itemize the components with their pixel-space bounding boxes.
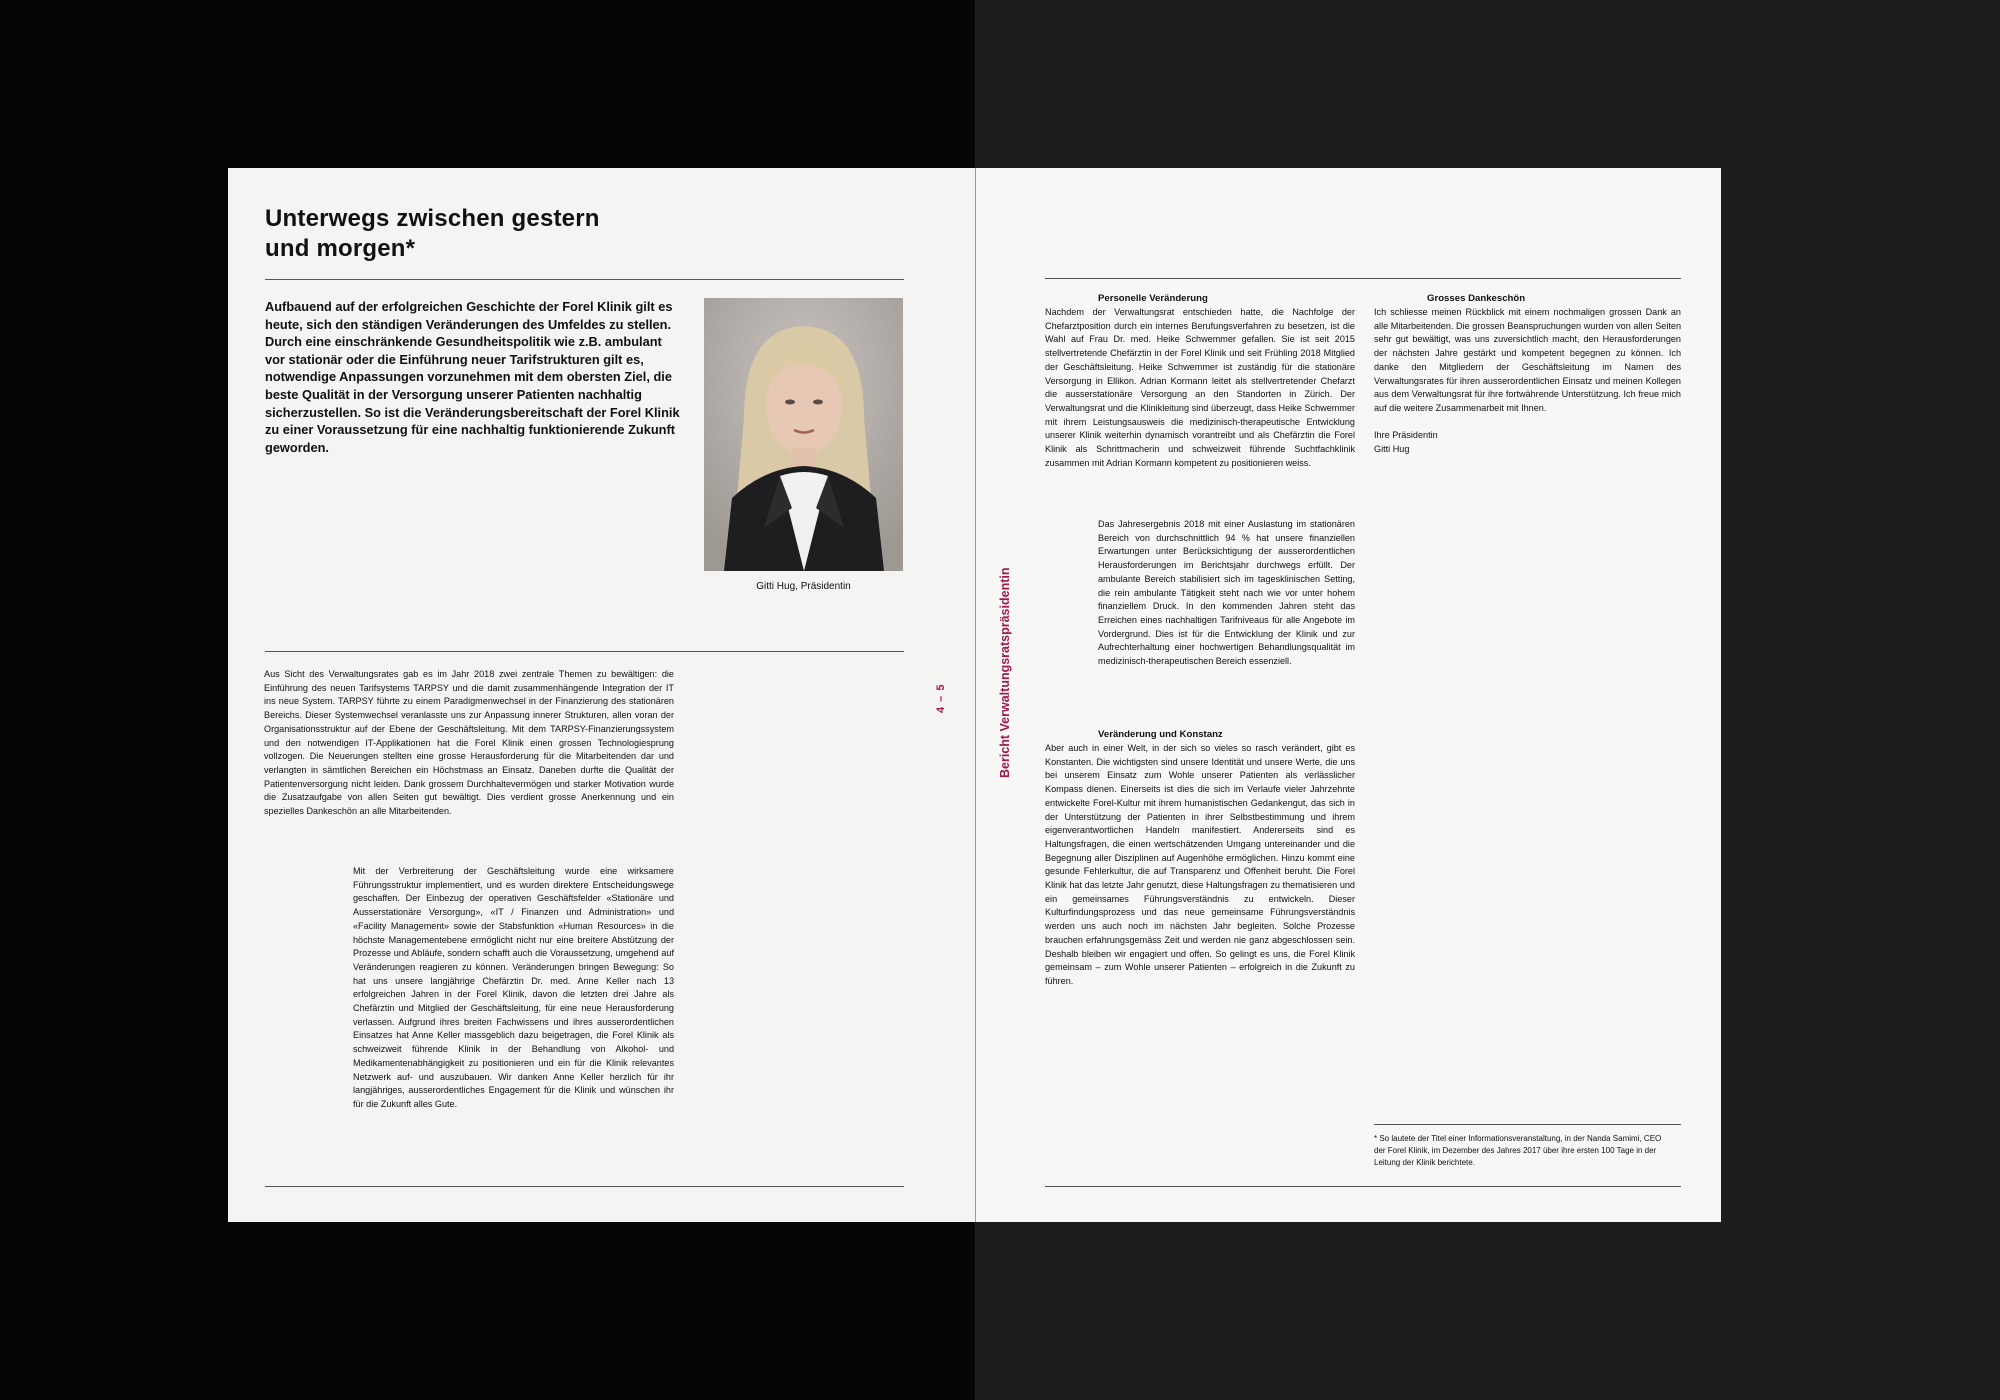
signature-title: Ihre Präsidentin bbox=[1374, 430, 1438, 441]
page-headline bbox=[265, 204, 745, 264]
page-numbers: 4 – 5 bbox=[935, 683, 947, 713]
running-title: Bericht Verwaltungsratspräsidentin bbox=[998, 568, 1012, 779]
body-paragraph-1: Aus Sicht des Verwaltungsrates gab es im Jahr 2018 zwei zentrale Themen zu bewältigen: die Einführung des neuen Tarifsystems TARPSY und die damit zusammenhängende Integration der IT ins neue System. TARPSY führte zu einem Paradigmenwechsel in der Finanzierung des stationären Bereichs. Dieser Systemwechsel veranlasste uns zur Anpassung innerer Strukturen, allen voran der Organisationsstruktur auf der Ebene der Geschäftsleitung. Mit dem TARPSY-Finanzierungssystem und den notwendigen IT-Applikationen hat die Forel Klinik einen grossen Technologiesprung vollzogen. Die Neuerungen stellten eine grosse Herausforderung für die Mitarbeitenden dar und verlangten in sämtlichen Bereichen ein Höchstmass an Einsatz. Daneben durfte die Qualität der Patientenversorgung nicht leiden. Dank grossem Durchhaltevermögen und starker Motivation wurde die Zusatzaufgabe von allen Seiten gut bewältigt. Dies verdient grosse Anerkennung und ein spezielles Dankeschön an alle Mitarbeitenden. bbox=[264, 669, 674, 817]
divider bbox=[1045, 1186, 1681, 1187]
footnote: * So lautete der Titel einer Informationsveranstaltung, in der Nanda Samimi, CEO der Forel Klinik, im Dezember des Jahres 2017 über ihre ersten 100 Tage in der Leitung der Klinik berichtete. bbox=[1374, 1134, 1662, 1167]
signature-name: Gitti Hug bbox=[1374, 444, 1410, 455]
headline-line-1: Unterwegs zwischen gestern bbox=[265, 205, 600, 232]
divider bbox=[1374, 1124, 1681, 1125]
section-heading-change: Veränderung und Konstanz bbox=[1098, 729, 1223, 740]
section-body-change: Aber auch in einer Welt, in der sich so vieles so rasch verändert, gibt es Konstanten. Die wichtigsten sind unsere Identität und unsere Werte, die uns bei unserem Einsatz zum Wohle unserer Patienten als verlässlicher Kompass dienen. Einerseits ist dies die sich im Verlaufe vieler Jahrzehnte entwickelte Forel-Kultur mit ihrem humanistischen Gedankengut, das sich in der Unterstützung der Patienten in ihrer Selbstbestimmung und ihrem eigenverantwortlichen Handeln manifestiert. Andererseits sind es Haltungsfragen, die einen wertschätzenden Umgang untereinander und die Begegnung aller Disziplinen auf Augenhöhe ermöglichen. Hinzu kommt eine gesunde Fehlerkultur, die auf Transparenz und Offenheit beruht. Die Forel Klinik hat das letzte Jahr genutzt, diese Haltungsfragen zu thematisieren und ein gemeinsames Führungsverständnis zu entwickeln. Dieser Kulturfindungsprozess und das neue gemeinsame Führungsverständnis werden uns auch noch im nächsten Jahr begleiten. Solche Prozesse brauchen erfahrungsgemäss Zeit und werden nie ganz abgeschlossen sein. Deshalb bleiben wir engagiert und offen. So gelingt es uns, die Forel Klinik gemeinsam – zum Wohle unserer Patienten – erfolgreich in die Zukunft zu führen. bbox=[1045, 743, 1355, 986]
headline-line-2: und morgen* bbox=[265, 235, 416, 262]
portrait-photo bbox=[704, 298, 903, 571]
intro-paragraph: Aufbauend auf der erfolgreichen Geschichte der Forel Klinik gilt es heute, sich den ständigen Veränderungen des Umfeldes zu stellen. Durch eine einschränkende Gesundheitspolitik wie z.B. ambulant vor stationär oder die Einführung neuer Tarifstrukturen gilt es, notwendige Anpassungen vorzunehmen mit dem obersten Ziel, die beste Qualität in der Versorgung unserer Patienten nachhaltig sicherzustellen. So ist die Veränderungsbereitschaft der Forel Klinik zu einer Voraussetzung für eine nachhaltig funktionierende Zukunft geworden. bbox=[265, 299, 680, 455]
portrait-illustration bbox=[704, 298, 903, 571]
section-heading-personnel: Personelle Veränderung bbox=[1098, 293, 1208, 304]
divider bbox=[265, 1186, 904, 1187]
column-thanks bbox=[1374, 292, 1681, 457]
section-body-thanks: Ich schliesse meinen Rückblick mit einem nochmaligen grossen Dank an alle Mitarbeitenden. Die grossen Beanspruchungen wurden von allen Seiten sehr gut bewältigt, was uns zuversichtlich macht, den Herausforderungen der nächsten Jahre gestärkt und kompetent begegnen zu können. Ich danke den Mitgliedern der Geschäftsleitung im Namen des Verwaltungsrates für ihren ausserordentlichen Einsatz und meinen Kollegen aus dem Verwaltungsrat für ihre fortwährende Unterstützung. Ich freue mich auf die weitere Zusammenarbeit mit Ihnen. bbox=[1374, 307, 1681, 413]
section-heading-thanks: Grosses Dankeschön bbox=[1427, 293, 1526, 304]
section-body-results: Das Jahresergebnis 2018 mit einer Auslastung im stationären Bereich von durchschnittlich 94 % hat unsere finanziellen Erwartungen unter Berücksichtigung der ausserordentlichen Herausforderungen im Berichtsjahr durchwegs erfüllt. Der ambulante Bereich stabilisiert sich im tagesklinischen Setting, die rein ambulante Tätigkeit steht nach wie vor unter hohem finanziellem Druck. In den kommenden Jahren steht das Erreichen eines nachhaltigen Tarifniveaus für alle Angebote im Vordergrund. Dies ist für die Entwicklung der Klinik und zur Aufrechterhaltung einer hochwertigen Behandlungsqualität im medizinisch-therapeutischen Bereich essenziell. bbox=[1098, 519, 1355, 667]
right-page bbox=[975, 168, 1721, 1222]
body-paragraph-2: Mit der Verbreiterung der Geschäftsleitung wurde eine wirksamere Führungsstruktur implementiert, und es wurden direktere Entscheidungswege geschaffen. Der Einbezug der operativen Geschäftsfelder «Stationäre und Ausserstationäre Versorgung», «IT / Finanzen und Administration» und «Facility Management» sowie der Stabsfunktion «Human Resources» in die höchste Managementebene ermöglicht nicht nur eine breitere Abstützung der Prozesse und Abläufe, sondern schafft auch die Voraussetzung, umgehend auf Veränderungen reagieren zu können. Veränderungen bringen Bewegung: So hat uns unsere langjährige Chefärztin Dr. med. Anne Keller nach 13 erfolgreichen Jahren in der Forel Klinik, davon die letzten drei Jahre als Chefärztin und Mitglied der Geschäftsleitung, für eine neue Herausforderung verlassen. Aufgrund ihres breiten Fachwissens und ihres ausserordentlichen Einsatzes hat Anne Keller massgeblich dazu beigetragen, die Forel Klinik als schweizweit führende Klinik in der Behandlung von Alkohol- und Medikamentenabhängigkeit zu positionieren und ein für die Klinik relevantes Netzwerk auf- und auszubauen. Wir danken Anne Keller herzlich für ihr langjähriges, ausserordentliches Engagement für die Klinik und wünschen ihr für die Zukunft alles Gute. bbox=[353, 866, 674, 1109]
divider bbox=[1045, 278, 1681, 279]
left-page bbox=[228, 168, 975, 1222]
photo-caption: Gitti Hug, Präsidentin bbox=[756, 581, 851, 592]
section-body-personnel: Nachdem der Verwaltungsrat entschieden hatte, die Nachfolge der Chefarztposition durch ein internes Berufungsverfahren zu besetzen, ist die Wahl auf Frau Dr. med. Heike Schwemmer gefallen. Sie ist seit 2015 stellvertretende Chefärztin in der Forel Klinik und seit Frühling 2018 Mitglied der Geschäftsleitung. Heike Schwemmer ist zuständig für die stationäre Versorgung in Ellikon. Adrian Kormann leitet als stellvertretender Chefarzt die ausserstationäre Versorgung an den Standorten in Zürich. Der Verwaltungsrat und die Klinikleitung sind überzeugt, dass Heike Schwemmer mit ihrem Leistungsausweis die medizinisch-therapeutische Entwicklung unserer Klinik weiterhin dynamisch vorantreibt und als Chefärztin die Forel Klinik als Schrittmacherin und schweizweit führende Suchtfachklinik zusammen mit Adrian Kormann kompetent zu positionieren weiss. bbox=[1045, 307, 1355, 468]
divider bbox=[265, 279, 904, 280]
divider bbox=[265, 651, 904, 652]
